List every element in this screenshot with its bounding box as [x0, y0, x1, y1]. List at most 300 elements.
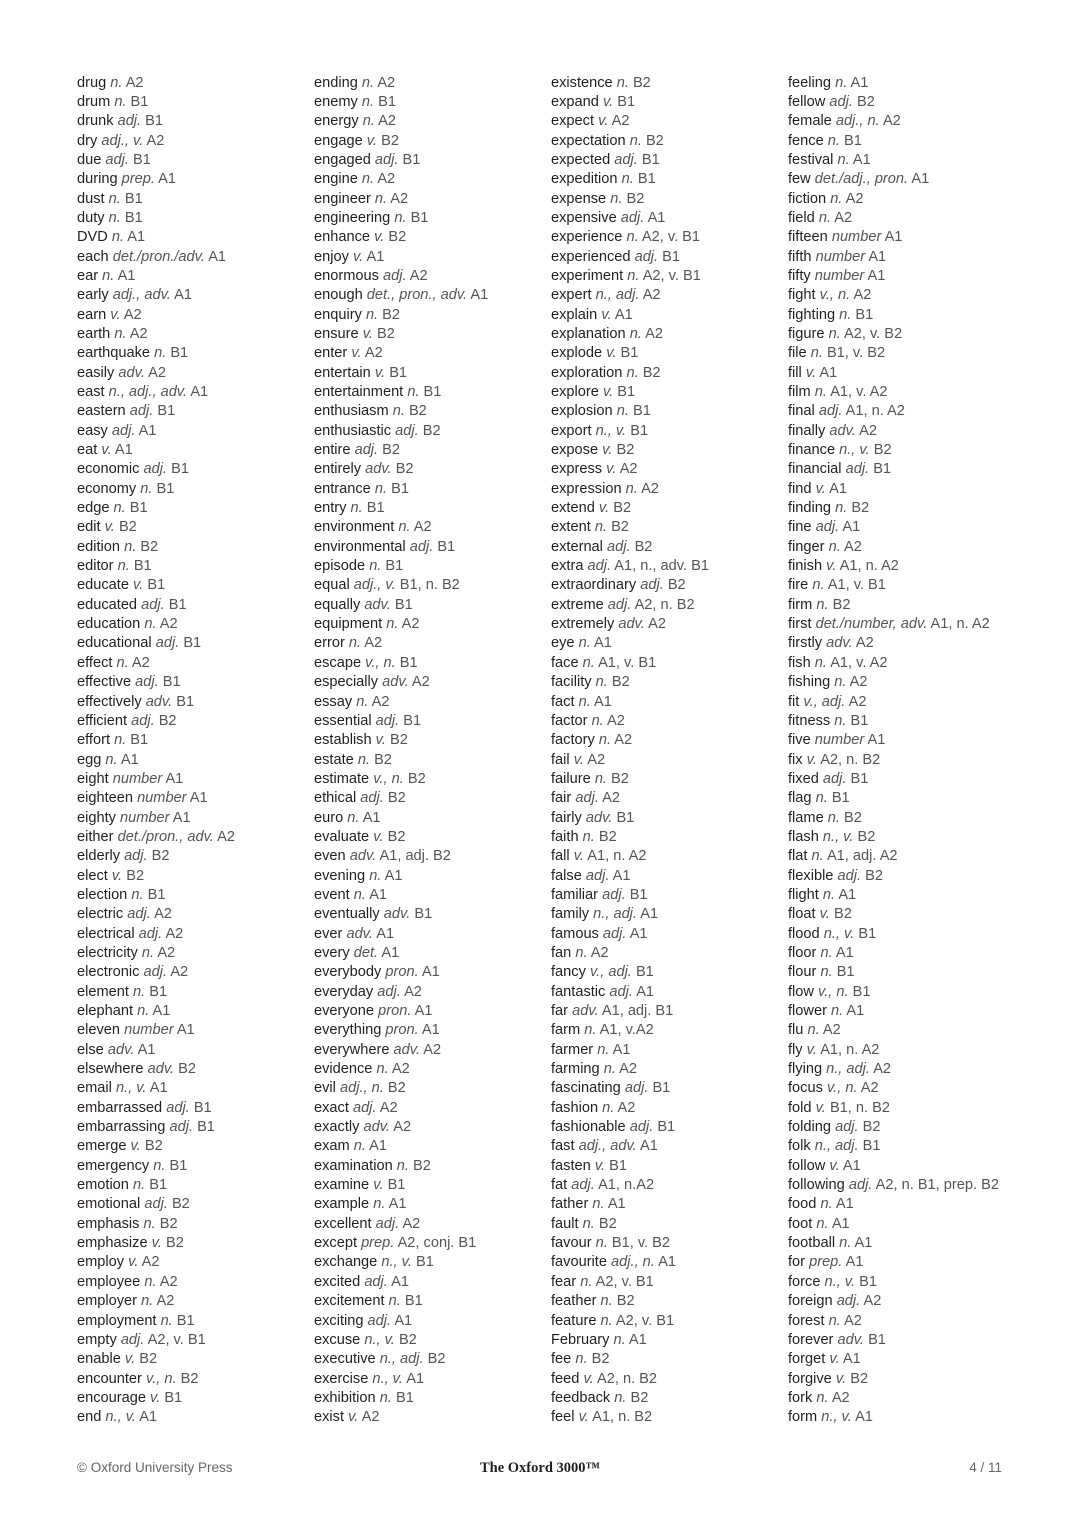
word-entry [314, 151, 544, 170]
headword: fault [551, 1215, 579, 1232]
headword: everything [314, 1022, 382, 1039]
part-of-speech: n. [398, 519, 411, 536]
cefr-level: A1, n. A2 [845, 403, 905, 420]
headword: except [314, 1235, 357, 1252]
word-entry [551, 654, 781, 673]
headword: either [77, 828, 114, 845]
headword: election [77, 886, 128, 903]
cefr-level: B1 [164, 1389, 183, 1406]
cefr-level: A2 [131, 654, 150, 671]
headword: establish [314, 732, 372, 749]
part-of-speech: n. [131, 886, 144, 903]
word-entry [314, 1099, 544, 1118]
part-of-speech: n. [839, 1235, 852, 1252]
part-of-speech: n. [369, 867, 382, 884]
headword: emerge [77, 1138, 127, 1155]
headword: farm [551, 1022, 581, 1039]
headword: express [551, 461, 603, 478]
cefr-level: B2 [645, 132, 664, 149]
part-of-speech: v. [101, 442, 112, 459]
headword: employee [77, 1273, 141, 1290]
cefr-level: A1, v. A2 [830, 654, 888, 671]
cefr-level: B1 [395, 1389, 414, 1406]
cefr-level: A1, v. B1 [598, 654, 657, 671]
part-of-speech: n. [102, 267, 115, 284]
headword: elderly [77, 848, 120, 865]
cefr-level: B2 [377, 325, 395, 342]
part-of-speech: v., adj. [589, 964, 632, 981]
cefr-level: A2 [141, 1254, 160, 1271]
headword: eleven [77, 1022, 121, 1039]
cefr-level: A1 [165, 770, 184, 787]
part-of-speech: n. [373, 1196, 386, 1213]
headword: famous [551, 925, 599, 942]
part-of-speech: v. [373, 828, 384, 845]
part-of-speech: n., v. [824, 1273, 856, 1290]
headword: engineer [314, 190, 371, 207]
cefr-level: B2 [140, 538, 159, 555]
part-of-speech: n. [388, 1293, 401, 1310]
cefr-level: B1 [437, 538, 456, 555]
part-of-speech: n. [407, 384, 420, 400]
part-of-speech: adj. [602, 886, 626, 903]
part-of-speech: v. [819, 906, 830, 923]
word-entry [314, 518, 544, 537]
part-of-speech: v. [815, 1099, 826, 1116]
part-of-speech: adj. [629, 1119, 654, 1136]
word-entry [551, 847, 781, 866]
part-of-speech: n. [627, 267, 640, 284]
part-of-speech: v., n. [373, 770, 404, 787]
cefr-level: B1 [403, 712, 422, 729]
word-entry [551, 983, 781, 1002]
word-entry [551, 286, 781, 305]
part-of-speech: v. [806, 751, 817, 768]
part-of-speech: n. [578, 635, 591, 652]
part-of-speech: n. [820, 1196, 833, 1213]
headword: female [788, 113, 832, 130]
cefr-level: B2 [598, 828, 617, 845]
part-of-speech: n., adj. [593, 906, 637, 923]
cefr-level: A2 [170, 964, 189, 981]
word-entry [77, 1176, 307, 1195]
word-entry [314, 693, 544, 712]
cefr-level: B1 [385, 558, 404, 575]
word-entry [551, 1099, 781, 1118]
headword: feature [551, 1312, 597, 1329]
part-of-speech: n. [348, 635, 362, 652]
headword: extreme [551, 596, 604, 613]
headword: ensure [314, 325, 359, 342]
cefr-level: A2 [855, 635, 874, 652]
headword: else [77, 1041, 104, 1058]
word-entry [551, 1021, 781, 1040]
word-entry [551, 576, 781, 595]
headword: firstly [788, 635, 823, 652]
cefr-level: A1 [628, 1331, 647, 1348]
cefr-level: A1 [612, 1041, 631, 1058]
cefr-level: B1, n. B2 [829, 1099, 890, 1116]
headword: encounter [77, 1370, 142, 1387]
headword: fifteen [788, 229, 828, 246]
word-entry [551, 673, 781, 692]
cefr-level: A1 [139, 1409, 158, 1426]
part-of-speech: n. [810, 345, 823, 362]
word-entry [551, 1408, 781, 1427]
word-entry [77, 944, 307, 963]
word-entry [551, 228, 781, 247]
part-of-speech: adv. [585, 809, 613, 826]
word-entry [314, 1002, 544, 1021]
word-entry [788, 751, 1018, 770]
cefr-level: B2 [171, 1196, 190, 1213]
cefr-level: B1 [632, 403, 651, 420]
word-entry [314, 1408, 544, 1427]
part-of-speech: adj. [375, 712, 400, 729]
part-of-speech: adj. [129, 403, 154, 420]
word-entry [314, 751, 544, 770]
cefr-level: A1 [639, 1138, 658, 1155]
word-entry [77, 344, 307, 363]
word-entry [314, 673, 544, 692]
cefr-level: A1 [835, 944, 854, 961]
cefr-level: A2 [146, 132, 165, 149]
cefr-level: A1 [612, 867, 631, 884]
word-entry [314, 1253, 544, 1272]
word-entry [77, 460, 307, 479]
cefr-level: B1 [176, 1312, 195, 1329]
cefr-level: A2 [587, 751, 606, 768]
cefr-level: B1 [133, 151, 151, 168]
cefr-level: A1 [868, 248, 887, 265]
word-entry [551, 1370, 781, 1389]
part-of-speech: n. [374, 480, 388, 497]
word-entry [551, 770, 781, 789]
part-of-speech: n. [357, 751, 370, 768]
word-entry [77, 828, 307, 847]
cefr-level: B2 [180, 1370, 199, 1387]
headword: extra [551, 558, 584, 575]
headword: egg [77, 751, 102, 768]
word-entry [314, 306, 544, 325]
word-entry [551, 1350, 781, 1369]
cefr-level: B1 [404, 1293, 423, 1310]
cefr-level: B2 [642, 364, 661, 381]
headword: effort [77, 732, 110, 749]
word-entry [314, 460, 544, 479]
part-of-speech: v. [829, 1351, 840, 1368]
cefr-level: A1 [172, 809, 191, 826]
part-of-speech: n. [143, 1215, 156, 1232]
word-entry [788, 673, 1018, 692]
part-of-speech: adv. [118, 364, 145, 381]
word-entry [551, 1215, 781, 1234]
part-of-speech: n. [629, 325, 642, 342]
part-of-speech: n. [347, 809, 360, 826]
headword: explore [551, 384, 599, 400]
part-of-speech: n. [575, 1351, 588, 1368]
word-entry [77, 1234, 307, 1253]
part-of-speech: adj. [634, 248, 659, 265]
headword: fashion [551, 1099, 599, 1116]
headword: everyone [314, 1003, 375, 1019]
cefr-level: A1 [594, 693, 612, 710]
headword: failure [551, 770, 591, 787]
word-entry [314, 267, 544, 286]
word-entry [551, 1060, 781, 1079]
headword: flour [788, 964, 817, 981]
headword: factor [551, 712, 588, 729]
part-of-speech: n. [828, 325, 841, 342]
cefr-level: A2 [844, 538, 862, 555]
part-of-speech: n. [376, 1061, 389, 1078]
cefr-level: B1 [414, 906, 433, 923]
headword: feather [551, 1293, 597, 1310]
word-entry [314, 886, 544, 905]
headword: few [788, 171, 811, 188]
headword: fifth [788, 248, 812, 265]
word-entry [314, 905, 544, 924]
cefr-level: A1 [855, 1409, 873, 1426]
headword: fan [551, 944, 572, 961]
part-of-speech: n. [132, 1177, 146, 1194]
cefr-level: B2 [159, 1215, 178, 1232]
cefr-level: A1, n. A2 [930, 616, 990, 633]
headword: empty [77, 1331, 117, 1348]
part-of-speech: adj. [155, 635, 180, 652]
headword: engage [314, 132, 363, 149]
headword: excellent [314, 1215, 372, 1232]
headword: edit [77, 519, 101, 536]
word-entry [77, 557, 307, 576]
part-of-speech: n. [140, 480, 153, 497]
headword: ethical [314, 790, 357, 807]
part-of-speech: n. [827, 132, 840, 149]
part-of-speech: v. [594, 1157, 606, 1174]
cefr-level: A2 [377, 171, 396, 188]
part-of-speech: v. [104, 519, 115, 536]
cefr-level: A1 [658, 1254, 676, 1271]
part-of-speech: v., n. [826, 1080, 858, 1097]
word-entry [314, 248, 544, 267]
part-of-speech: adj. [143, 964, 168, 981]
word-entry [314, 615, 544, 634]
word-entry [314, 1157, 544, 1176]
part-of-speech: n. [814, 654, 827, 671]
word-entry [314, 383, 544, 402]
part-of-speech: n., v. [115, 1080, 147, 1097]
word-entry [314, 1331, 544, 1350]
word-entry [314, 731, 544, 750]
word-entry [788, 789, 1018, 808]
word-entry [551, 1312, 781, 1331]
headword: extraordinary [551, 577, 637, 594]
word-entry [77, 634, 307, 653]
headword: flood [788, 925, 820, 942]
part-of-speech: det./number, adv. [815, 616, 928, 633]
word-entry [551, 925, 781, 944]
cefr-level: A2 [391, 1061, 410, 1078]
cefr-level: B1 [378, 93, 396, 110]
headword: euro [314, 809, 344, 826]
word-entry [314, 983, 544, 1002]
part-of-speech: number [831, 229, 882, 246]
headword: field [788, 209, 815, 226]
cefr-level: A2, v. B1 [147, 1331, 206, 1348]
cefr-level: A1 [854, 1235, 873, 1252]
part-of-speech: adv. [107, 1041, 135, 1058]
headword: environmental [314, 538, 406, 555]
cefr-level: B2 [178, 1061, 197, 1078]
headword: edition [77, 538, 121, 555]
cefr-level: B2 [398, 1331, 417, 1348]
word-entry [77, 789, 307, 808]
part-of-speech: adv. [837, 1331, 864, 1348]
word-entry [314, 1350, 544, 1369]
part-of-speech: v. [150, 1389, 161, 1406]
word-entry [788, 112, 1018, 131]
cefr-level: B2 [422, 422, 441, 439]
word-entry [314, 480, 544, 499]
part-of-speech: n. [828, 1312, 841, 1329]
cefr-level: A2 [619, 1061, 638, 1078]
word-entry [314, 1234, 544, 1253]
cefr-level: A1 [369, 1138, 388, 1155]
cefr-level: A2 [364, 635, 383, 652]
part-of-speech: n. [575, 944, 588, 961]
word-entry [788, 905, 1018, 924]
cefr-level: A1 [636, 983, 655, 1000]
cefr-level: B2 [862, 1119, 881, 1136]
cefr-level: A2 [843, 1312, 862, 1329]
headword: for [788, 1254, 806, 1271]
part-of-speech: pron. [385, 1022, 419, 1039]
headword: faith [551, 828, 579, 845]
cefr-level: B2 [387, 790, 406, 807]
part-of-speech: n. [153, 1157, 166, 1174]
headword: exist [314, 1409, 345, 1426]
headword: face [551, 654, 579, 671]
word-entry [314, 557, 544, 576]
part-of-speech: n. [591, 712, 604, 729]
headword: finger [788, 538, 825, 555]
cefr-level: A1 [867, 732, 886, 749]
part-of-speech: n. [108, 209, 121, 226]
cefr-level: B1 [652, 1080, 671, 1097]
headword: expand [551, 93, 599, 110]
word-entry [551, 693, 781, 712]
part-of-speech: adj. [835, 1119, 859, 1136]
headword: especially [314, 674, 379, 691]
cefr-level: B1 [637, 171, 656, 188]
cefr-level: B1 [850, 770, 869, 787]
headword: foot [788, 1215, 813, 1232]
word-entry [788, 306, 1018, 325]
headword: film [788, 384, 811, 400]
word-entry [77, 867, 307, 886]
part-of-speech: adj. [382, 267, 407, 284]
headword: flame [788, 809, 824, 826]
word-entry [314, 828, 544, 847]
headword: engineering [314, 209, 391, 226]
cefr-level: A2 [401, 616, 420, 633]
headword: feel [551, 1409, 575, 1426]
headword: first [788, 616, 812, 633]
headword: enthusiastic [314, 422, 392, 439]
word-entry [788, 847, 1018, 866]
cefr-level: B2 [381, 132, 399, 149]
headword: expedition [551, 171, 618, 188]
headword: element [77, 983, 129, 1000]
part-of-speech: adj. [375, 1215, 400, 1232]
headword: examination [314, 1157, 393, 1174]
word-entry [314, 1195, 544, 1214]
cefr-level: A1, n. A2 [839, 558, 899, 575]
part-of-speech: v. [578, 1409, 589, 1426]
cefr-level: A2 [845, 190, 864, 207]
word-entry [788, 1331, 1018, 1350]
cefr-level: B1 [391, 480, 409, 497]
word-entry [788, 286, 1018, 305]
cefr-level: A1 [190, 384, 209, 400]
word-entry [77, 1099, 307, 1118]
word-entry [314, 1079, 544, 1098]
word-entry [551, 809, 781, 828]
cefr-level: B2 [139, 1351, 158, 1368]
cefr-level: A1, n.A2 [598, 1177, 655, 1194]
part-of-speech: adj. [135, 674, 159, 691]
headword: force [788, 1273, 821, 1290]
part-of-speech: v. [128, 1254, 139, 1271]
cefr-level: B1 [423, 384, 442, 400]
word-entry [77, 267, 307, 286]
headword: fair [551, 790, 572, 807]
part-of-speech: n. [814, 384, 827, 400]
headword: entry [314, 500, 347, 517]
headword: entrance [314, 480, 371, 497]
part-of-speech: number [124, 1022, 174, 1039]
part-of-speech: n., v. [105, 1409, 136, 1426]
headword: eat [77, 442, 98, 459]
cefr-level: A1 [421, 964, 440, 981]
part-of-speech: n. [812, 577, 825, 594]
word-entry [551, 74, 781, 93]
footer-title: The Oxford 3000™ [479, 1460, 601, 1476]
word-entry [551, 1176, 781, 1195]
cefr-level: A1, v. B1 [827, 577, 886, 594]
part-of-speech: adj. [829, 93, 853, 110]
part-of-speech: v. [133, 577, 144, 594]
cefr-level: A1 [838, 886, 857, 903]
headword: extremely [551, 616, 615, 633]
headword: enthusiasm [314, 403, 389, 420]
cefr-level: A2 [129, 325, 148, 342]
word-entry [314, 209, 544, 228]
headword: excited [314, 1273, 361, 1290]
part-of-speech: n. [394, 209, 407, 226]
part-of-speech: adj. [111, 422, 136, 439]
part-of-speech: adj. [845, 461, 870, 478]
cefr-level: B1 [616, 809, 635, 826]
word-entry [788, 248, 1018, 267]
headword: explanation [551, 325, 626, 342]
part-of-speech: n. [137, 1003, 150, 1019]
word-entry [77, 1370, 307, 1389]
part-of-speech: v., n. [819, 287, 851, 304]
cefr-level: B1 [147, 886, 166, 903]
cefr-level: A2, v. B1 [595, 1273, 654, 1290]
word-entry [788, 1137, 1018, 1156]
